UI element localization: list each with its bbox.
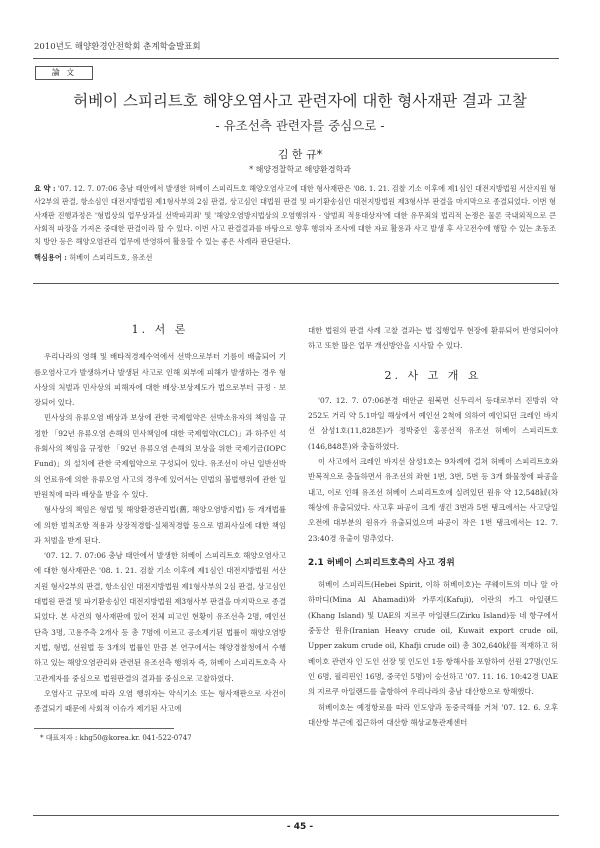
article-type-tag: 論 文 [35,66,93,80]
paragraph: 우리나라의 영해 및 배타적경제수역에서 선박으로부터 기름이 배출되어 기름오염사고가 발생하거나 발생된 사고로 인해 외부에 피해가 발생하는 경우 형사상의 처벌과 민사상의 피해자에 대한 배상·보상제도가 법으로부터 규정 · 보장되어 있다. [34,352,286,408]
paragraph: 오염사고 규모에 따라 오염 행위자는 약식기소 또는 형사재판으로 사건이 종결되기 때문에 사회적 이슈가 제기된 사고에 [34,688,286,714]
paper-subtitle: - 유조선측 관련자를 중심으로 - [215,118,385,133]
paragraph: 형사상의 책임은 형법 및 해양환경관리법(舊, 해양오염방지법) 등 개개법률에 의한 벌칙조항 적용과 상장적경합·실체적경합 등으로 범죄사실에 대한 책임과 처벌을 받게 된다. [34,505,286,545]
top-rule [33,58,559,59]
conference-header: 2010년도 해양환경안전학회 춘계학술발표회 [34,42,201,52]
keywords-text: 허베이 스피리트호, 유조선 [69,253,153,262]
bottom-rule [33,815,559,816]
keywords-label: 핵심용어 : [34,253,67,262]
section-heading-introduction: 1. 서 론 [131,323,189,336]
paragraph: 허베이호는 예정항로를 따라 인도양과 동중국해를 거쳐 '07. 12. 6. 오후 대산항 부근에 접근하여 대산항 해상교통관제센터 [308,702,558,727]
abstract-text: '07. 12. 7. 07:06 충남 태안에서 발생한 허베이 스피리트호 해양오염사고에 대한 형사재판은 '08. 1. 21. 검찰 기소 이후에 제1심인 대전지방법원 서산지원 형사2부의 판결, 항소심인 대전지방법원 제1형사부의 2심 판결, 상고심인 대법원 판결 및 파기환송심인 대전지방법원 제3형사부 판결을 마지막으로 종결되었다. 이번 형사재판 진행과정은 '형법상의 업무상과실 선박파괴죄' 및 '해양오염방지법상의 오염행위자 · 양벌죄 적용대상자'에 대한 유무죄의 법리적 논쟁은 물론 국내외적으로 큰 사회적 파장을 가져온 중대한 판결이라 할 수 있다. 이번 사고 판결결과를 바탕으로 향후 행위자 조사에 대한 자료 활용과 사고 발생 후 사고전수에 행할 수 있는 초동조치 방안 등은 해양오염관리 업무에 반영하여 활용할 수 있는 좋은 사례라 판단된다. [34,184,557,247]
right-column [308,323,558,730]
keywords [34,253,556,263]
section-heading-overview: 2. 사 고 개 요 [384,368,482,382]
footnote-rule [34,728,174,729]
subsection-heading: 2.1 허베이 스피리트호측의 사고 경위 [308,557,455,568]
paragraph: 민사상의 유류오염 배상과 보상에 관한 국제협약은 선박소유자의 책임을 규정한 「92년 유류오염 손해의 민사책임에 대한 국제협약(CLC)」과 하주인 석유회사의 책임을 규정한 「92년 유류오염 손해의 보상을 위한 국제기금(IOPC Fund)」의 설치에 관한 국제협약으로 구성되어 있다. 유조선이 아닌 일반선박의 연료유에 의한 유류오염 사고의 경우에 있어서는 민법의 불법행위에 관한 일반원칙에 따라 배상을 받을 수 있다. [34,413,286,499]
abstract [34,182,556,248]
paragraph: 허베이 스피리트(Hebei Spirit, 이하 허베이호)는 쿠웨이트의 미나 알 아하마디(Mina Al Ahamadi)와 카푸지(Kafuji), 이란의 카그 아일랜드(Khang Island) 및 UAE의 지르쿠 아일랜드(Zirku Island)등 네 항구에서 중동산 원유(Iranian Heavy crude oil, Kuwait export crude oil, Upper zakum crude oil, Khafji crude oil) 총 302,640㎘를 적재하고 허베이호 관련자 인 도인 선장 및 인도인 1등 항해사를 포함하여 선원 27명(인도인 6명, 필리핀인 16명, 중국인 5명)이 승선하고 '07. 11. 16. 10:42경 UAE의 지르쿠 아일랜드를 출항하여 우리나라의 충남 대산항으로 항해했다. [308,580,558,697]
paragraph: '07. 12. 7. 07:06분경 태안군 원북면 신두리서 등대로부터 진방위 약 252도 거리 약 5.1마일 해상에서 예인선 2척에 의하여 예인되던 크레인 바지선 삼성1호(11,828톤)가 정박중인 홍콩선적 유조선 허베이 스피리트호(146,848톤)와 충돌하였다. [308,395,558,451]
paper-title: 허베이 스피리트호 해양오염사고 관련자에 대한 형사재판 결과 고찰 [73,92,527,110]
left-column [34,323,286,716]
abstract-divider [33,283,559,284]
footnote: * 대표저자 : khg50@korea.kr. 041-522-0747 [40,734,192,742]
abstract-label: 요 약 : [34,184,56,193]
paragraph: 이 사고에서 크레인 바지선 삼성1호는 9차례에 걸쳐 허베이 스피리트호와 반복적으로 충돌하면서 유조선의 좌현 1번, 3번, 5번 등 3개 화물창에 파공을 내고, 이로 인해 유조선 허베이 스피리트호에 실려있던 원유 약 12,548㎘(차 해상에 유출되었다. 사고후 파공이 크게 생긴 3번과 5번 탱크에서는 사고당일 오전에 대부분의 원유가 유출되었으며 파공이 작은 1번 탱크에서는 12. 7. 23:40경 유출이 멈추었다. [308,457,558,543]
paragraph: '07. 12. 7. 07:06 충남 태안에서 발생한 허베이 스피리트호 해양오염사고에 대한 형사재판은 '08. 1. 21. 검찰 기소 이후에 제1심인 대전지방법원 서산지원 형사2부의 판결, 항소심인 대전지방법원 제1형사부의 2심 판결, 상고심인 대법원 판결 및 파기환송심인 대전지방법원 제3형사부 판결을 마지막으로 종결되었다. 본 사건의 형사재판에 있어 전체 피고인 현황이 유조선측 2명, 예인선단측 3명, 고용주측 2개사 등 총 7명에 이르고 공소제기된 법률이 해양오염방지법, 형법, 선원법 등 3개의 법률인 만큼 본 연구에서는 해양경찰청에서 수행하고 있는 해양오염관리와 관련된 유조선측 행위자 즉, 허베이 스피리트호측 사고관계자를 중심으로 법원판결의 결과를 중심으로 고찰하였다. [34,551,286,683]
paragraph: 대한 법원의 판결 사례 고찰 결과는 법 집행업무 현장에 환류되어 반영되어야 하고 또한 많은 업무 개선방안을 시사할 수 있다. [308,326,558,351]
author-affiliation: * 해양경찰학교 해양환경학과 [249,165,351,174]
page-number: - 45 - [286,822,314,832]
author-name: 김 한 규* [277,148,323,161]
